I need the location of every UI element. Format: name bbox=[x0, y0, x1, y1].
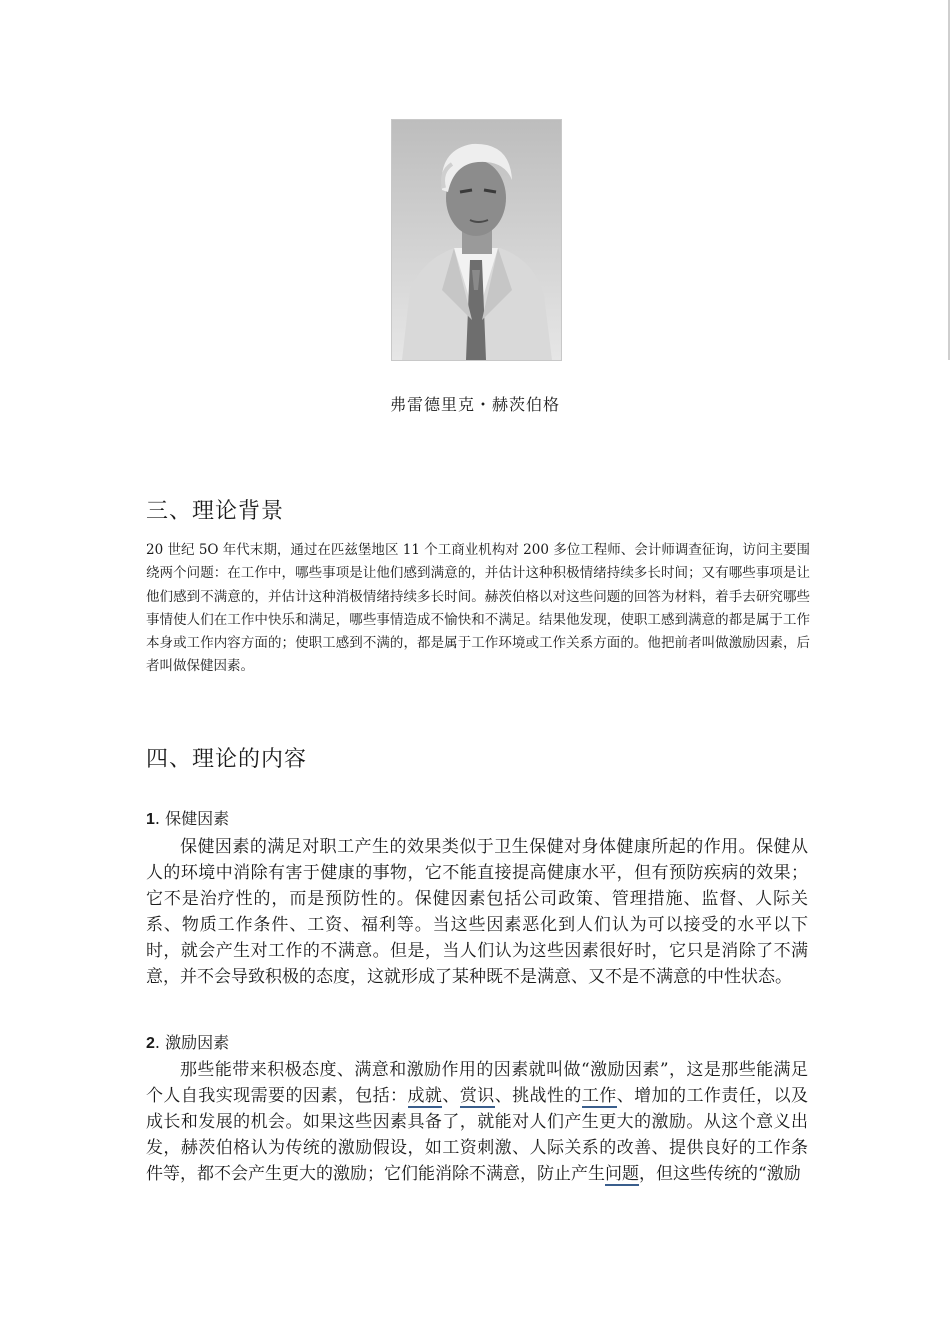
paragraph-text: 、挑战性的 bbox=[494, 1086, 582, 1106]
portrait-photo bbox=[391, 119, 562, 361]
subheading-hygiene-factors bbox=[146, 806, 229, 829]
paragraph-text: 那些能带来积极态度、满意和激励作用的因素就叫做“激励因素”，这是那些能满足个人自我实现需要的因素，包括： bbox=[146, 1060, 808, 1106]
link-work[interactable]: 工作 bbox=[581, 1086, 617, 1106]
link-problem[interactable]: 问题 bbox=[605, 1164, 639, 1184]
subheading-title: . 保健因素 bbox=[154, 809, 230, 828]
subheading-number: 1 bbox=[146, 811, 155, 828]
subheading-title: . 激励因素 bbox=[154, 1033, 230, 1052]
section-heading-background: 三、理论背景 bbox=[146, 499, 285, 524]
background-paragraph: 20 世纪 5O 年代末期，通过在匹兹堡地区 11 个工商业机构对 200 多位工程师、会计师调查征询，访问主要围绕两个问题：在工作中，哪些事项是让他们感到满意的，并估计这种积极情绪持续多长时间；又有哪些事项是让他们感到不满意的，并估计这种消极情绪持续多长时间。赫茨伯格以对这些问题的回答为材料，着手去研究哪些事情使人们在工作中快乐和满足，哪些事情造成不愉快和不满足。结果他发现，使职工感到满意的都是属于工作本身或工作内容方面的；使职工感到不满的，都是属于工作环境或工作关系方面的。他把前者叫做激励因素，后者叫做保健因素。 bbox=[146, 542, 810, 675]
subheading-number: 2 bbox=[146, 1035, 155, 1052]
paragraph-text: 、 bbox=[442, 1086, 460, 1106]
section-heading-content: 四、理论的内容 bbox=[146, 747, 308, 772]
paragraph-text: ，但这些传统的“激励 bbox=[639, 1164, 801, 1184]
link-achievement[interactable]: 成就 bbox=[407, 1086, 443, 1106]
motivators-paragraph bbox=[146, 1057, 808, 1187]
subheading-motivators bbox=[146, 1030, 229, 1053]
portrait-caption: 弗雷德里克・赫茨伯格 bbox=[389, 395, 560, 414]
link-recognition[interactable]: 赏识 bbox=[459, 1086, 495, 1106]
paragraph-text: 、增加的工作责任，以及成长和发展的机会。如果这些因素具备了，就能对人们产生更大的激励。从这个意义出发，赫茨伯格认为传统的激励假设，如工资刺激、人际关系的改善、提供良好的工作条件等，都不会产生更大的激励；它们能消除不满意，防止产生 bbox=[146, 1086, 809, 1184]
hygiene-factors-paragraph: 保健因素的满足对职工产生的效果类似于卫生保健对身体健康所起的作用。保健从人的环境中消除有害于健康的事物，它不能直接提高健康水平，但有预防疾病的效果；它不是治疗性的，而是预防性的。保健因素包括公司政策、管理措施、监督、人际关系、物质工作条件、工资、福利等。当这些因素恶化到人们认为可以接受的水平以下时，就会产生对工作的不满意。但是，当人们认为这些因素很好时，它只是消除了不满意，并不会导致积极的态度，这就形成了某种既不是满意、又不是不满意的中性状态。 bbox=[146, 837, 808, 987]
